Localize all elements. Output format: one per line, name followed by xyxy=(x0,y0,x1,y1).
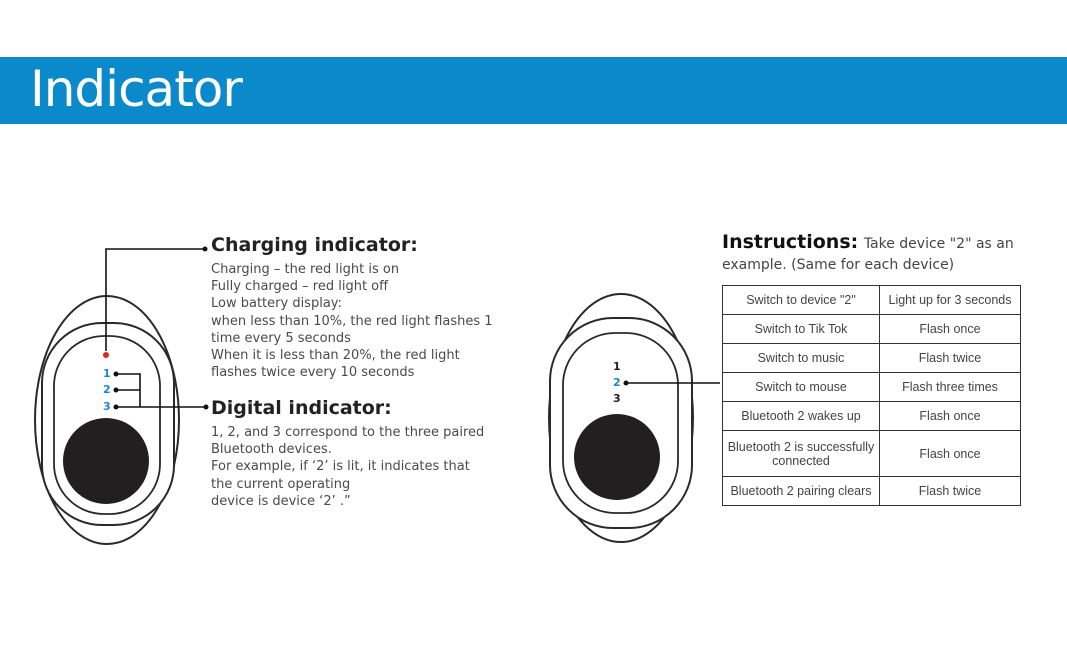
left-device-knob xyxy=(63,418,149,504)
table-row xyxy=(723,344,1021,373)
table-row xyxy=(723,402,1021,431)
action-cell: Bluetooth 2 pairing clears xyxy=(723,477,880,506)
right-device xyxy=(549,294,693,542)
table-row xyxy=(723,286,1021,315)
right-number-1: 1 xyxy=(613,360,621,373)
result-cell: Flash twice xyxy=(880,344,1021,373)
table-row xyxy=(723,373,1021,402)
instructions-heading xyxy=(722,231,1014,253)
charging-line: time every 5 seconds xyxy=(211,330,351,346)
digital-indicator-title: Digital indicator: xyxy=(211,397,392,419)
charging-led xyxy=(103,352,109,358)
instructions-text-line1: Take device "2" as an xyxy=(863,236,1014,252)
left-number-1: 1 xyxy=(103,367,111,380)
result-cell: Flash once xyxy=(880,402,1021,431)
table-row xyxy=(723,477,1021,506)
operations-table xyxy=(722,285,1021,506)
action-cell: Bluetooth 2 wakes up xyxy=(723,402,880,431)
digital-line: the current operating xyxy=(211,476,351,492)
charging-indicator-description xyxy=(211,261,493,381)
result-cell: Light up for 3 seconds xyxy=(880,286,1021,315)
digital-line: device is device ‘2’ .” xyxy=(211,493,351,509)
left-device xyxy=(35,296,179,544)
charging-line: Charging – the red light is on xyxy=(211,262,400,277)
charging-indicator-title: Charging indicator: xyxy=(211,234,418,256)
action-cell: Bluetooth 2 is successfully connected xyxy=(723,431,880,477)
charging-line: Fully charged – red light off xyxy=(211,279,389,295)
digital-indicator-description xyxy=(211,424,484,510)
table-row xyxy=(723,315,1021,344)
action-cell: Switch to music xyxy=(723,344,880,373)
digital-line: For example, if ‘2’ is lit, it indicates that xyxy=(211,459,470,475)
left-number-3: 3 xyxy=(103,400,111,413)
right-device-knob xyxy=(574,414,660,500)
instructions-title: Instructions: xyxy=(722,231,859,253)
digital-line: 1, 2, and 3 correspond to the three paired xyxy=(211,425,485,440)
instructions-text-line2: example. (Same for each device) xyxy=(722,257,955,273)
result-cell: Flash three times xyxy=(880,373,1021,402)
result-cell: Flash twice xyxy=(880,477,1021,506)
charging-line: flashes twice every 10 seconds xyxy=(211,365,415,381)
left-number-2: 2 xyxy=(103,383,111,396)
action-cell: Switch to device "2" xyxy=(723,286,880,315)
charging-line: When it is less than 20%, the red light xyxy=(211,348,460,364)
action-cell: Switch to Tik Tok xyxy=(723,315,880,344)
right-number-3: 3 xyxy=(613,392,621,405)
charging-line: Low battery display: xyxy=(211,296,342,312)
action-cell: Switch to mouse xyxy=(723,373,880,402)
charging-line: when less than 10%, the red light flashes 1 xyxy=(211,313,493,329)
result-cell: Flash once xyxy=(880,315,1021,344)
result-cell: Flash once xyxy=(880,431,1021,477)
table-row xyxy=(723,431,1021,477)
page-title: Indicator xyxy=(30,60,242,118)
digital-line: Bluetooth devices. xyxy=(211,442,332,458)
right-number-2: 2 xyxy=(613,376,621,389)
